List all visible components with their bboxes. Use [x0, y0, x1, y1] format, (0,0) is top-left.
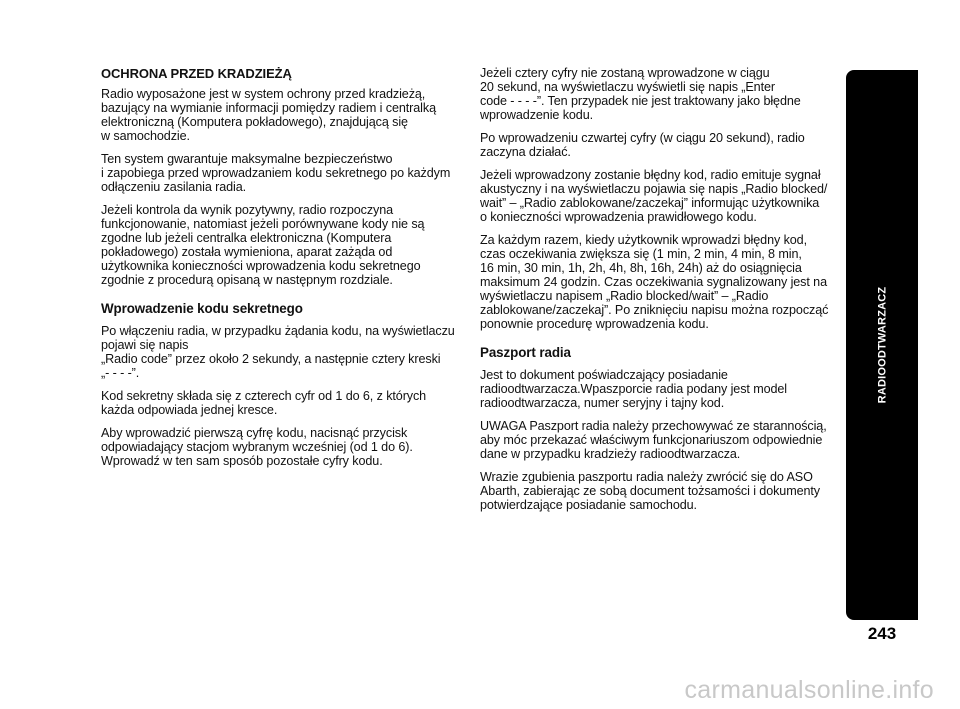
paragraph: UWAGA Paszport radia należy przechowywać ze starannością, aby móc przekazać właściwym funkcjonariuszom odpowiednie dane w przypadku kradzieży radioodtwarzacza. [480, 419, 827, 461]
paragraph: Aby wprowadzić pierwszą cyfrę kodu, nacisnąć przycisk odpowiadający stacjom wybranym wcześniej (od 1 do 6). Wprowadź w ten sam sposób pozostałe cyfry kodu. [101, 426, 413, 468]
paragraph: Radio wyposażone jest w system ochrony przed kradzieżą, bazujący na wymianie informacji pomiędzy radiem i centralką elektroniczną (Komputera pokładowego), znajdującą się w samochodzie. [101, 87, 436, 143]
paragraph: Po włączeniu radia, w przypadku żądania kodu, na wyświetlaczu pojawi się napis „Radio code” przez około 2 sekundy, a następnie cztery kreski „- - - -”. [101, 324, 455, 380]
right-column [480, 66, 842, 521]
paragraph: Jeżeli wprowadzony zostanie błędny kod, radio emituje sygnał akustyczny i na wyświetlaczu pojawia się napis „Radio blocked/ wait” – „Radio zablokowane/zaczekaj” informując użytkownika o konieczności wprowadzenia prawidłowego kodu. [480, 168, 828, 224]
paragraph: Za każdym razem, kiedy użytkownik wprowadzi błędny kod, czas oczekiwania zwiększa się (1 min, 2 min, 4 min, 8 min, 16 min, 30 min, 1h, 2h, 4h, 8h, 16h, 24h) aż do osiągnięcia maksimum 24 godzin. Czas oczekiwania sygnalizowany jest na wyświetlaczu napisem „Radio blocked/wait” – „Radio zablokowane/zaczekaj”. Po zniknięciu napisu można rozpocząć ponownie procedurę wprowadzenia kodu. [480, 233, 829, 331]
paragraph: Kod sekretny składa się z czterech cyfr od 1 do 6, z których każda odpowiada jednej kresce. [101, 389, 427, 417]
paragraph: Wrazie zgubienia paszportu radia należy zwrócić się do ASO Abarth, zabierając ze sobą document tożsamości i dokumenty potwierdzające posiadanie samochodu. [480, 470, 821, 512]
subsection-heading: Wprowadzenie kodu sekretnego [101, 301, 303, 316]
paragraph: Jeżeli kontrola da wynik pozytywny, radio rozpoczyna funkcjonowanie, natomiast jeżeli porównywane kody nie są zgodne lub jeżeli centralka elektroniczna (Komputera pokładowego) została wymieniona, aparat zażąda od użytkownika konieczności wprowadzenia kodu sekretnego zgodnie z procedurą opisaną w następnym rozdziale. [101, 203, 425, 287]
left-column [101, 66, 463, 477]
paragraph: Jest to dokument poświadczający posiadanie radioodtwarzacza.Wpaszporcie radia podany jest model radioodtwarzacza, numer seryjny i tajny kod. [480, 368, 788, 410]
chapter-tab-label: RADIOODTWARZACZ [876, 286, 888, 404]
subsection-heading: Paszport radia [480, 345, 571, 360]
paragraph: Jeżeli cztery cyfry nie zostaną wprowadzone w ciągu 20 sekund, na wyświetlaczu wyświetli się napis „Enter code - - - -”. Ten przypadek nie jest traktowany jako błędne wprowadzenie kodu. [480, 66, 801, 122]
paragraph: Po wprowadzeniu czwartej cyfry (w ciągu 20 sekund), radio zaczyna działać. [480, 131, 805, 159]
page-number: 243 [867, 624, 897, 643]
paragraph: Ten system gwarantuje maksymalne bezpieczeństwo i zapobiega przed wprowadzaniem kodu sekretnego po każdym odłączeniu zasilania radia. [101, 152, 451, 194]
watermark: carmanualsonline.info [684, 676, 934, 704]
section-heading: OCHRONA PRZED KRADZIEŻĄ [101, 66, 292, 81]
chapter-tab-label-wrap [846, 70, 918, 620]
